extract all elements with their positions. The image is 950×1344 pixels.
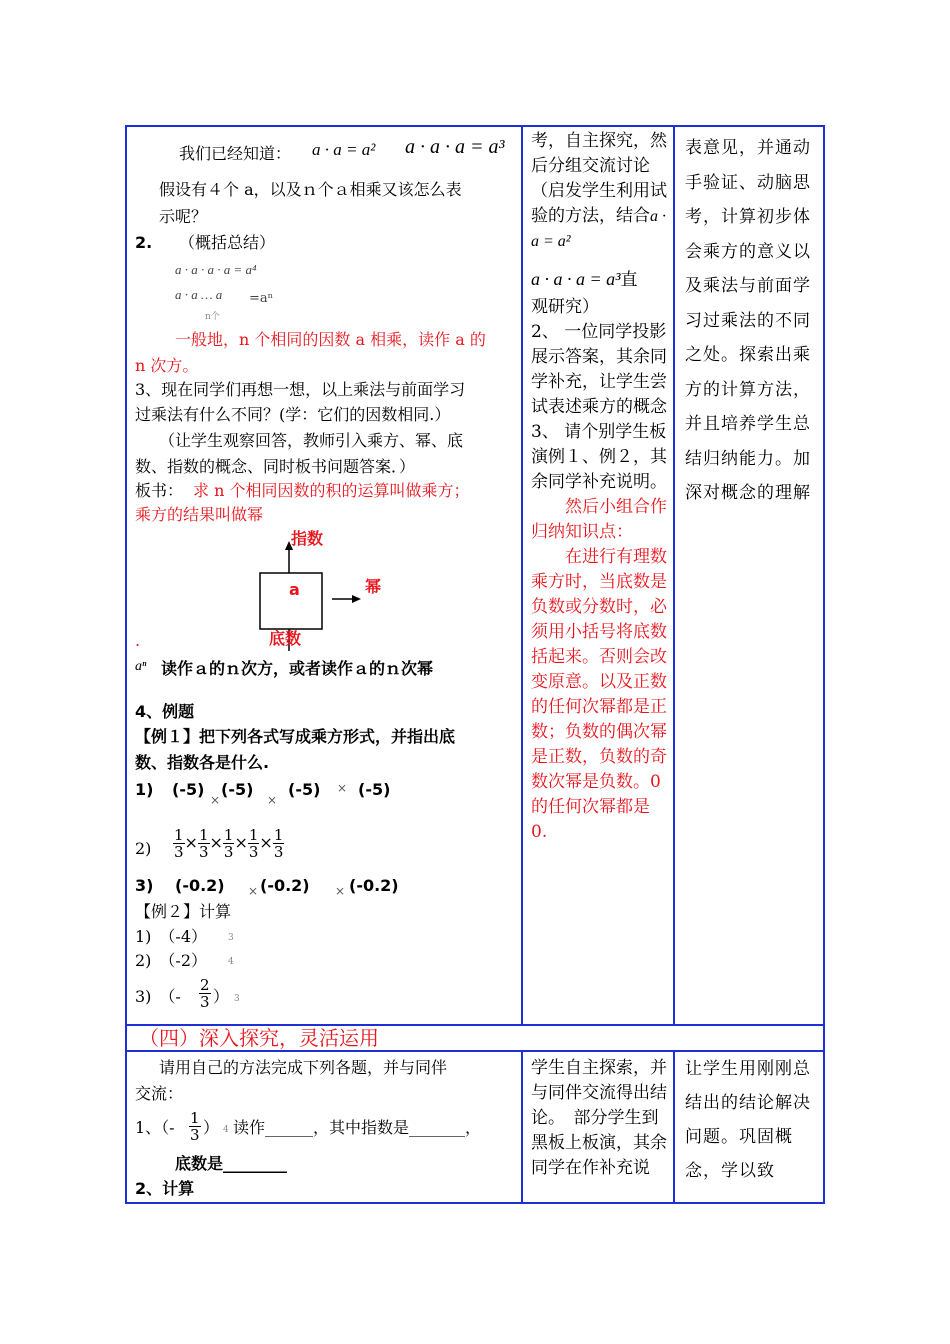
ex2-item2-exponent: 4	[228, 957, 234, 967]
intro-line2: 交流：	[135, 1084, 184, 1103]
ex2-item3-label: 3) （-	[135, 987, 181, 1006]
teacher-line1: （让学生观察回答，教师引入乘方、幂、底	[159, 431, 464, 450]
question-line2: 示呢？	[159, 207, 208, 226]
ex1-item1-label: 1)	[135, 780, 154, 799]
question1-fraction: $\frac{1}{3}$	[190, 1109, 200, 1144]
example1-line1: 【例１】把下列各式写成乘方形式，并指出底	[135, 727, 456, 746]
times-sign: ×	[337, 781, 348, 795]
item3-line2: 过乘法有什么不同？(学：它们的因数相同.）	[135, 405, 451, 424]
design-intent-text: 让学生用刚刚总结出的结论解决问题。巩固概念，学以致	[685, 1059, 811, 1181]
times-sign: ×	[267, 793, 278, 807]
student-activity-text: 学生自主探索，并与同伴交流得出结论。 部分学生到黑板上板演，其余同学在作补充说	[531, 1058, 667, 1178]
design-intent-cell	[674, 126, 824, 1025]
step-2: 2、 一位同学投影展示答案，其余同学补充，让学生尝试表述乘方的概念	[531, 322, 667, 417]
ex2-item1: 1) （-4）	[135, 927, 208, 946]
knowledge-points: 在进行有理数乘方时，当底数是负数或分数时，必须用小括号将底数括起来。否则会改变原意。以及正数的任何次幂都是正数；负数的偶次幂是正数，负数的奇数次幂是负数。0 的任何次幂都是 0.	[531, 547, 667, 842]
intro-line1: 请用自己的方法完成下列各题，并与同伴	[159, 1058, 448, 1077]
question1-exponent: 4	[223, 1125, 229, 1135]
observe-research: 观研究）	[531, 297, 599, 317]
diagram-power-label: 幂	[365, 577, 382, 596]
question1-prefix: 1、（-	[135, 1118, 175, 1137]
student-activity-cell	[522, 1051, 674, 1203]
table-row	[126, 126, 824, 1025]
student-activity-cell	[522, 126, 674, 1025]
ex1-item1-factor: (-5)	[358, 780, 391, 799]
question2: 2、计算	[135, 1179, 195, 1198]
fraction: $\frac{1}{3}$	[223, 826, 234, 861]
example1-line2: 数、指数各是什么.	[135, 753, 270, 772]
diagram-exponent-label: 指数	[291, 529, 324, 548]
red-dot: .	[135, 631, 141, 650]
item2-title: （概括总结）	[179, 233, 276, 252]
fraction: $\frac{1}{3}$	[273, 826, 284, 861]
lesson-plan-table	[125, 125, 825, 1204]
ex2-item1-exponent: 3	[228, 933, 234, 943]
known-label: 我们已经知道：	[179, 144, 292, 163]
eq-an-left: a · a … a	[175, 287, 223, 302]
ex2-item3-exponent: 3	[234, 994, 240, 1004]
formula-a3: a · a · a = a³	[531, 269, 621, 289]
section-header-cell	[126, 1025, 824, 1051]
design-intent-cell	[674, 1051, 824, 1203]
step-3: 3、 请个别学生板演例１、例２，其余同学补充说明。	[531, 422, 667, 492]
ex2-item2: 2) （-2）	[135, 951, 208, 970]
ex2-item3-close: ）	[213, 987, 230, 1006]
example2-title: 【例２】计算	[135, 902, 232, 921]
fraction: $\frac{1}{3}$	[248, 826, 259, 861]
ex1-item3-factor: (-0.2)	[349, 876, 399, 895]
formula-a2: a · a = a²	[531, 208, 666, 250]
times-sign: ×	[248, 884, 259, 898]
question-line1: 假设有４个 a，以及ｎ个ａ相乘又该怎么表	[159, 180, 462, 199]
teaching-content-cell	[126, 1051, 522, 1203]
design-intent-text: 表意见，并通动手验证、动脑思考，计算初步体会乘方的意义以及乘法与前面学习过乘法的不同之处。探索出乘方的计算方法，并且培养学生总结归纳能力。加深对概念的理解	[685, 138, 811, 503]
observe-suffix: 直	[620, 270, 638, 290]
section-title: （四）深入探究，灵活运用	[139, 1026, 379, 1050]
board-prefix: 板书：	[135, 481, 184, 500]
student-activity-text: 考，自主探究，然后分组交流讨论（启发学生利用试验的方法，结合	[531, 131, 667, 226]
board-definition-1: 求 n 个相同因数的积的运算叫做乘方；	[193, 481, 470, 500]
definition-line2: n 次方。	[135, 356, 199, 375]
times-sign: ×	[210, 793, 221, 807]
question1-close: ）	[203, 1118, 220, 1137]
formula-a2: a · a = a²	[312, 140, 376, 159]
ex1-item1-factor: (-5)	[288, 780, 321, 799]
ex1-item3-factor: (-0.2)	[260, 876, 310, 895]
ex1-item3-factor: (-0.2)	[175, 876, 225, 895]
formula-a3: a · a · a = a³	[405, 136, 505, 158]
item4-label: 4、例题	[135, 702, 195, 721]
eq-an-right: =aⁿ	[249, 291, 274, 306]
table-row	[126, 1051, 824, 1203]
fraction: $\frac{1}{3}$	[174, 826, 184, 861]
diagram-base-label: 底数	[269, 629, 302, 648]
ex1-item1-factor: (-5)	[221, 780, 254, 799]
read-line: 读作ａ的ｎ次方，或者读作ａ的ｎ次幂	[161, 659, 434, 678]
section-header-row	[126, 1025, 824, 1051]
teacher-line2: 数、指数的概念、同时板书问题答案．）	[135, 457, 416, 476]
teaching-content-cell	[126, 126, 522, 1025]
an-symbol: aⁿ	[135, 659, 147, 674]
item2-label: 2.	[135, 233, 153, 252]
n-count: n个	[205, 312, 220, 322]
item3-line1: 3、现在同学们再想一想，以上乘法与前面学习	[135, 380, 466, 399]
definition-line1: 一般地，n 个相同的因数 a 相乘，读作 a 的	[175, 330, 486, 349]
question1-text: 读作______，其中指数是_______，	[233, 1118, 482, 1137]
eq-a4: a · a · a · a = a⁴	[175, 262, 257, 277]
ex1-item3-label: 3)	[135, 876, 154, 895]
fraction: $\frac{1}{3}$	[198, 826, 209, 861]
ex2-item3-fraction: $\frac{2}{3}$	[200, 976, 210, 1011]
times-sign: ×	[335, 884, 346, 898]
board-definition-2: 乘方的结果叫做幂	[135, 505, 264, 524]
diagram-a: a	[289, 580, 300, 599]
ex1-item1-factor: (-5)	[172, 780, 205, 799]
group-summary-intro: 然后小组合作归纳知识点：	[531, 497, 667, 542]
ex1-item2-fractions: $\frac{1}{3}$ × $\frac{1}{3}$ × $\frac{1}{3}$ × $\frac{1}{3}$ × $\frac{1}{3}$	[174, 826, 284, 861]
ex1-item2-label: 2)	[135, 839, 152, 858]
question1-base: 底数是________	[175, 1154, 288, 1173]
